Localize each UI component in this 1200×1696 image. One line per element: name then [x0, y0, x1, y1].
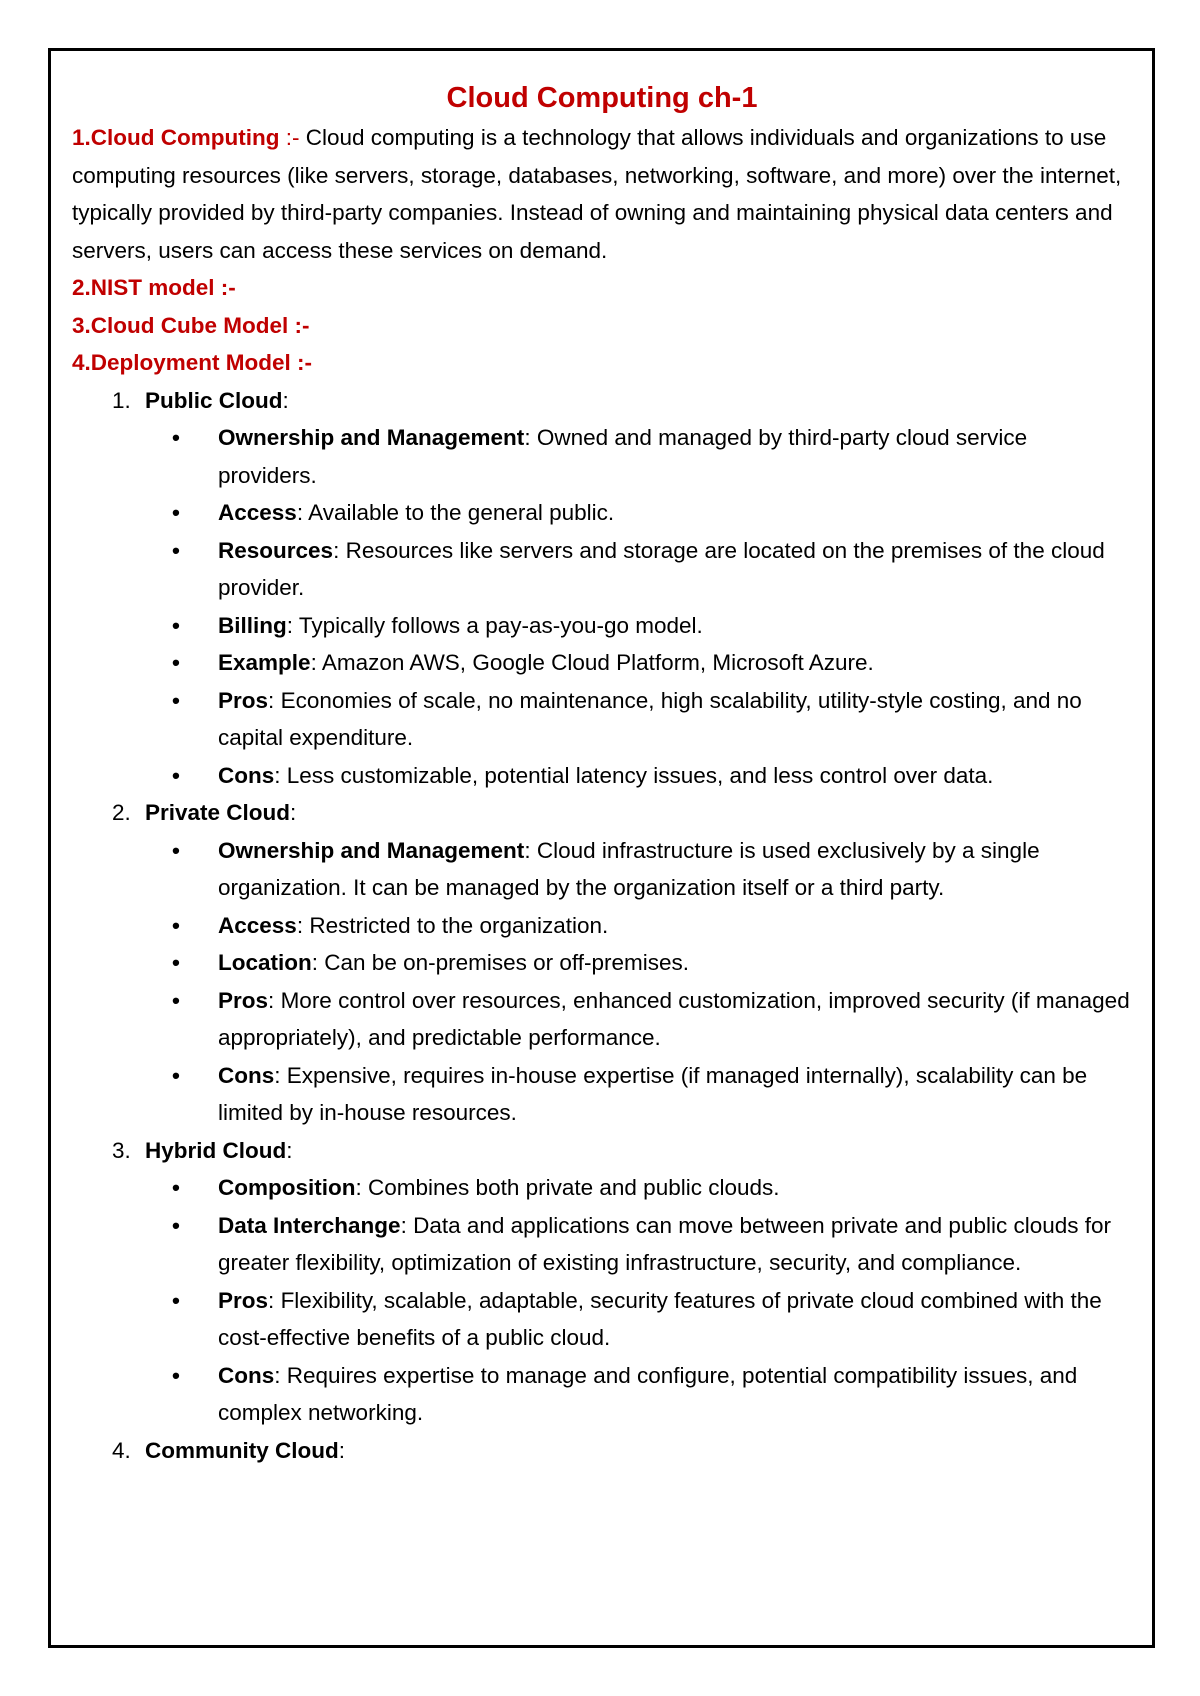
list-item: [145, 494, 1132, 532]
model-points-list: [145, 832, 1132, 1132]
bullet-icon: •: [172, 425, 180, 450]
heading-nist-model: 2.NIST model :-: [72, 275, 236, 300]
bullet-icon: •: [172, 537, 180, 563]
list-number: 2.: [112, 800, 131, 825]
point-term: Example: [218, 650, 311, 675]
model-points-list: [145, 1169, 1132, 1432]
list-item: [145, 682, 1132, 757]
intro-label: 1.Cloud Computing: [72, 125, 280, 150]
bullet-icon: •: [172, 1287, 180, 1313]
colon: :: [296, 912, 304, 938]
point-text: More control over resources, enhanced customization, improved security (if managed appropriately), and predictable performance.: [218, 987, 1130, 1050]
point-text: Economies of scale, no maintenance, high scalability, utility-style costing, and no capital expenditure.: [218, 687, 1082, 750]
list-item: [145, 907, 1132, 945]
point-text: Owned and managed by third-party cloud service providers.: [218, 425, 1028, 488]
colon: :: [274, 1062, 281, 1088]
point-term: Resources: [218, 537, 334, 563]
colon: :: [268, 687, 275, 713]
model-name: Hybrid Cloud: [145, 1137, 287, 1163]
bullet-icon: •: [172, 1062, 180, 1088]
list-item: [145, 644, 1132, 682]
bullet-icon: •: [172, 650, 180, 675]
bullet-icon: •: [172, 687, 180, 713]
deployment-model-item: [72, 382, 1132, 795]
list-item: [145, 1357, 1132, 1432]
colon: :: [400, 1212, 407, 1238]
list-item: [145, 982, 1132, 1057]
point-term: Cons: [218, 1362, 275, 1388]
colon: :: [333, 537, 340, 563]
point-text: Restricted to the organization.: [309, 912, 609, 938]
point-term: Pros: [218, 987, 269, 1013]
colon: :: [286, 612, 294, 638]
list-item: [145, 757, 1132, 795]
point-text: Flexibility, scalable, adaptable, security features of private cloud combined with the cost-effective benefits of a public cloud.: [218, 1287, 1102, 1350]
list-item: [145, 1169, 1132, 1207]
list-number: 1.: [112, 387, 131, 413]
heading-cloud-cube-model: 3.Cloud Cube Model :-: [72, 312, 310, 338]
bullet-icon: •: [172, 612, 180, 638]
document-title: Cloud Computing ch-1: [446, 82, 758, 114]
point-text: Data and applications can move between private and public clouds for greater flexibility, optimization of existing infrastructure, security, and compliance.: [218, 1212, 1112, 1275]
colon: :: [524, 837, 531, 863]
point-text: Resources like servers and storage are located on the premises of the cloud provider.: [218, 537, 1105, 600]
deployment-models-list: [72, 382, 1132, 1470]
list-item: [145, 1207, 1132, 1282]
model-name: Community Cloud: [145, 1437, 339, 1463]
list-item: [145, 532, 1132, 607]
heading-deployment-model: 4.Deployment Model :-: [72, 350, 313, 375]
list-number: 4.: [112, 1437, 131, 1463]
point-term: Data Interchange: [218, 1212, 401, 1238]
point-text: Cloud infrastructure is used exclusively by a single organization. It can be managed by the organization itself or a third party.: [218, 837, 1040, 900]
bullet-icon: •: [172, 912, 180, 938]
list-item: [145, 419, 1132, 494]
bullet-icon: •: [172, 1362, 180, 1388]
intro-separator: :-: [279, 125, 306, 150]
point-text: Can be on-premises or off-premises.: [324, 950, 690, 975]
point-term: Billing: [218, 612, 287, 638]
point-term: Access: [218, 500, 297, 525]
point-text: Combines both private and public clouds.: [368, 1175, 780, 1200]
point-text: Requires expertise to manage and configure, potential compatibility issues, and complex networking.: [218, 1362, 1078, 1425]
bullet-icon: •: [172, 1212, 180, 1238]
point-term: Ownership and Management: [218, 837, 525, 863]
model-name: Public Cloud: [145, 387, 283, 413]
list-item: [145, 832, 1132, 907]
colon: :: [338, 1437, 345, 1463]
colon: :: [296, 500, 304, 525]
point-term: Access: [218, 912, 297, 938]
bullet-icon: •: [172, 500, 180, 525]
point-term: Location: [218, 950, 312, 975]
point-text: Amazon AWS, Google Cloud Platform, Microsoft Azure.: [321, 650, 874, 675]
colon: :: [286, 1137, 293, 1163]
bullet-icon: •: [172, 762, 180, 788]
bullet-icon: •: [172, 837, 180, 863]
colon: :: [524, 425, 531, 450]
bullet-icon: •: [172, 950, 180, 975]
bullet-icon: •: [172, 987, 180, 1013]
point-text: Expensive, requires in-house expertise (if managed internally), scalability can be limited by in-house resources.: [218, 1062, 1088, 1125]
point-text: Typically follows a pay-as-you-go model.: [298, 612, 703, 638]
point-term: Pros: [218, 687, 269, 713]
list-item: [145, 1057, 1132, 1132]
colon: :: [310, 650, 317, 675]
colon: :: [282, 387, 289, 413]
point-term: Composition: [218, 1175, 356, 1200]
colon: :: [355, 1175, 362, 1200]
deployment-model-item: [72, 794, 1132, 1132]
deployment-model-item: [72, 1432, 1132, 1470]
intro-paragraph: [72, 119, 1132, 269]
list-item: [145, 607, 1132, 645]
bullet-icon: •: [172, 1175, 180, 1200]
point-term: Ownership and Management: [218, 425, 525, 450]
list-item: [145, 1282, 1132, 1357]
colon: :: [274, 762, 281, 788]
deployment-model-item: [72, 1132, 1132, 1432]
point-term: Cons: [218, 762, 275, 788]
document-content: [72, 78, 1132, 1469]
intro-text: Cloud computing is a technology that allows individuals and organizations to use computing resources (like servers, storage, databases, networking, software, and more) over the internet, typically provided by third-party companies. Instead of owning and maintaining physical data centers and servers, users can access these services on demand.: [72, 125, 1122, 263]
point-term: Pros: [218, 1287, 269, 1313]
model-points-list: [145, 419, 1132, 794]
point-term: Cons: [218, 1062, 275, 1088]
colon: :: [268, 987, 275, 1013]
colon: :: [268, 1287, 275, 1313]
list-number: 3.: [112, 1137, 131, 1163]
list-item: [145, 944, 1132, 982]
colon: :: [290, 800, 297, 825]
point-text: Less customizable, potential latency issues, and less control over data.: [286, 762, 994, 788]
model-name: Private Cloud: [145, 800, 291, 825]
colon: :: [311, 950, 319, 975]
colon: :: [274, 1362, 281, 1388]
point-text: Available to the general public.: [308, 500, 615, 525]
